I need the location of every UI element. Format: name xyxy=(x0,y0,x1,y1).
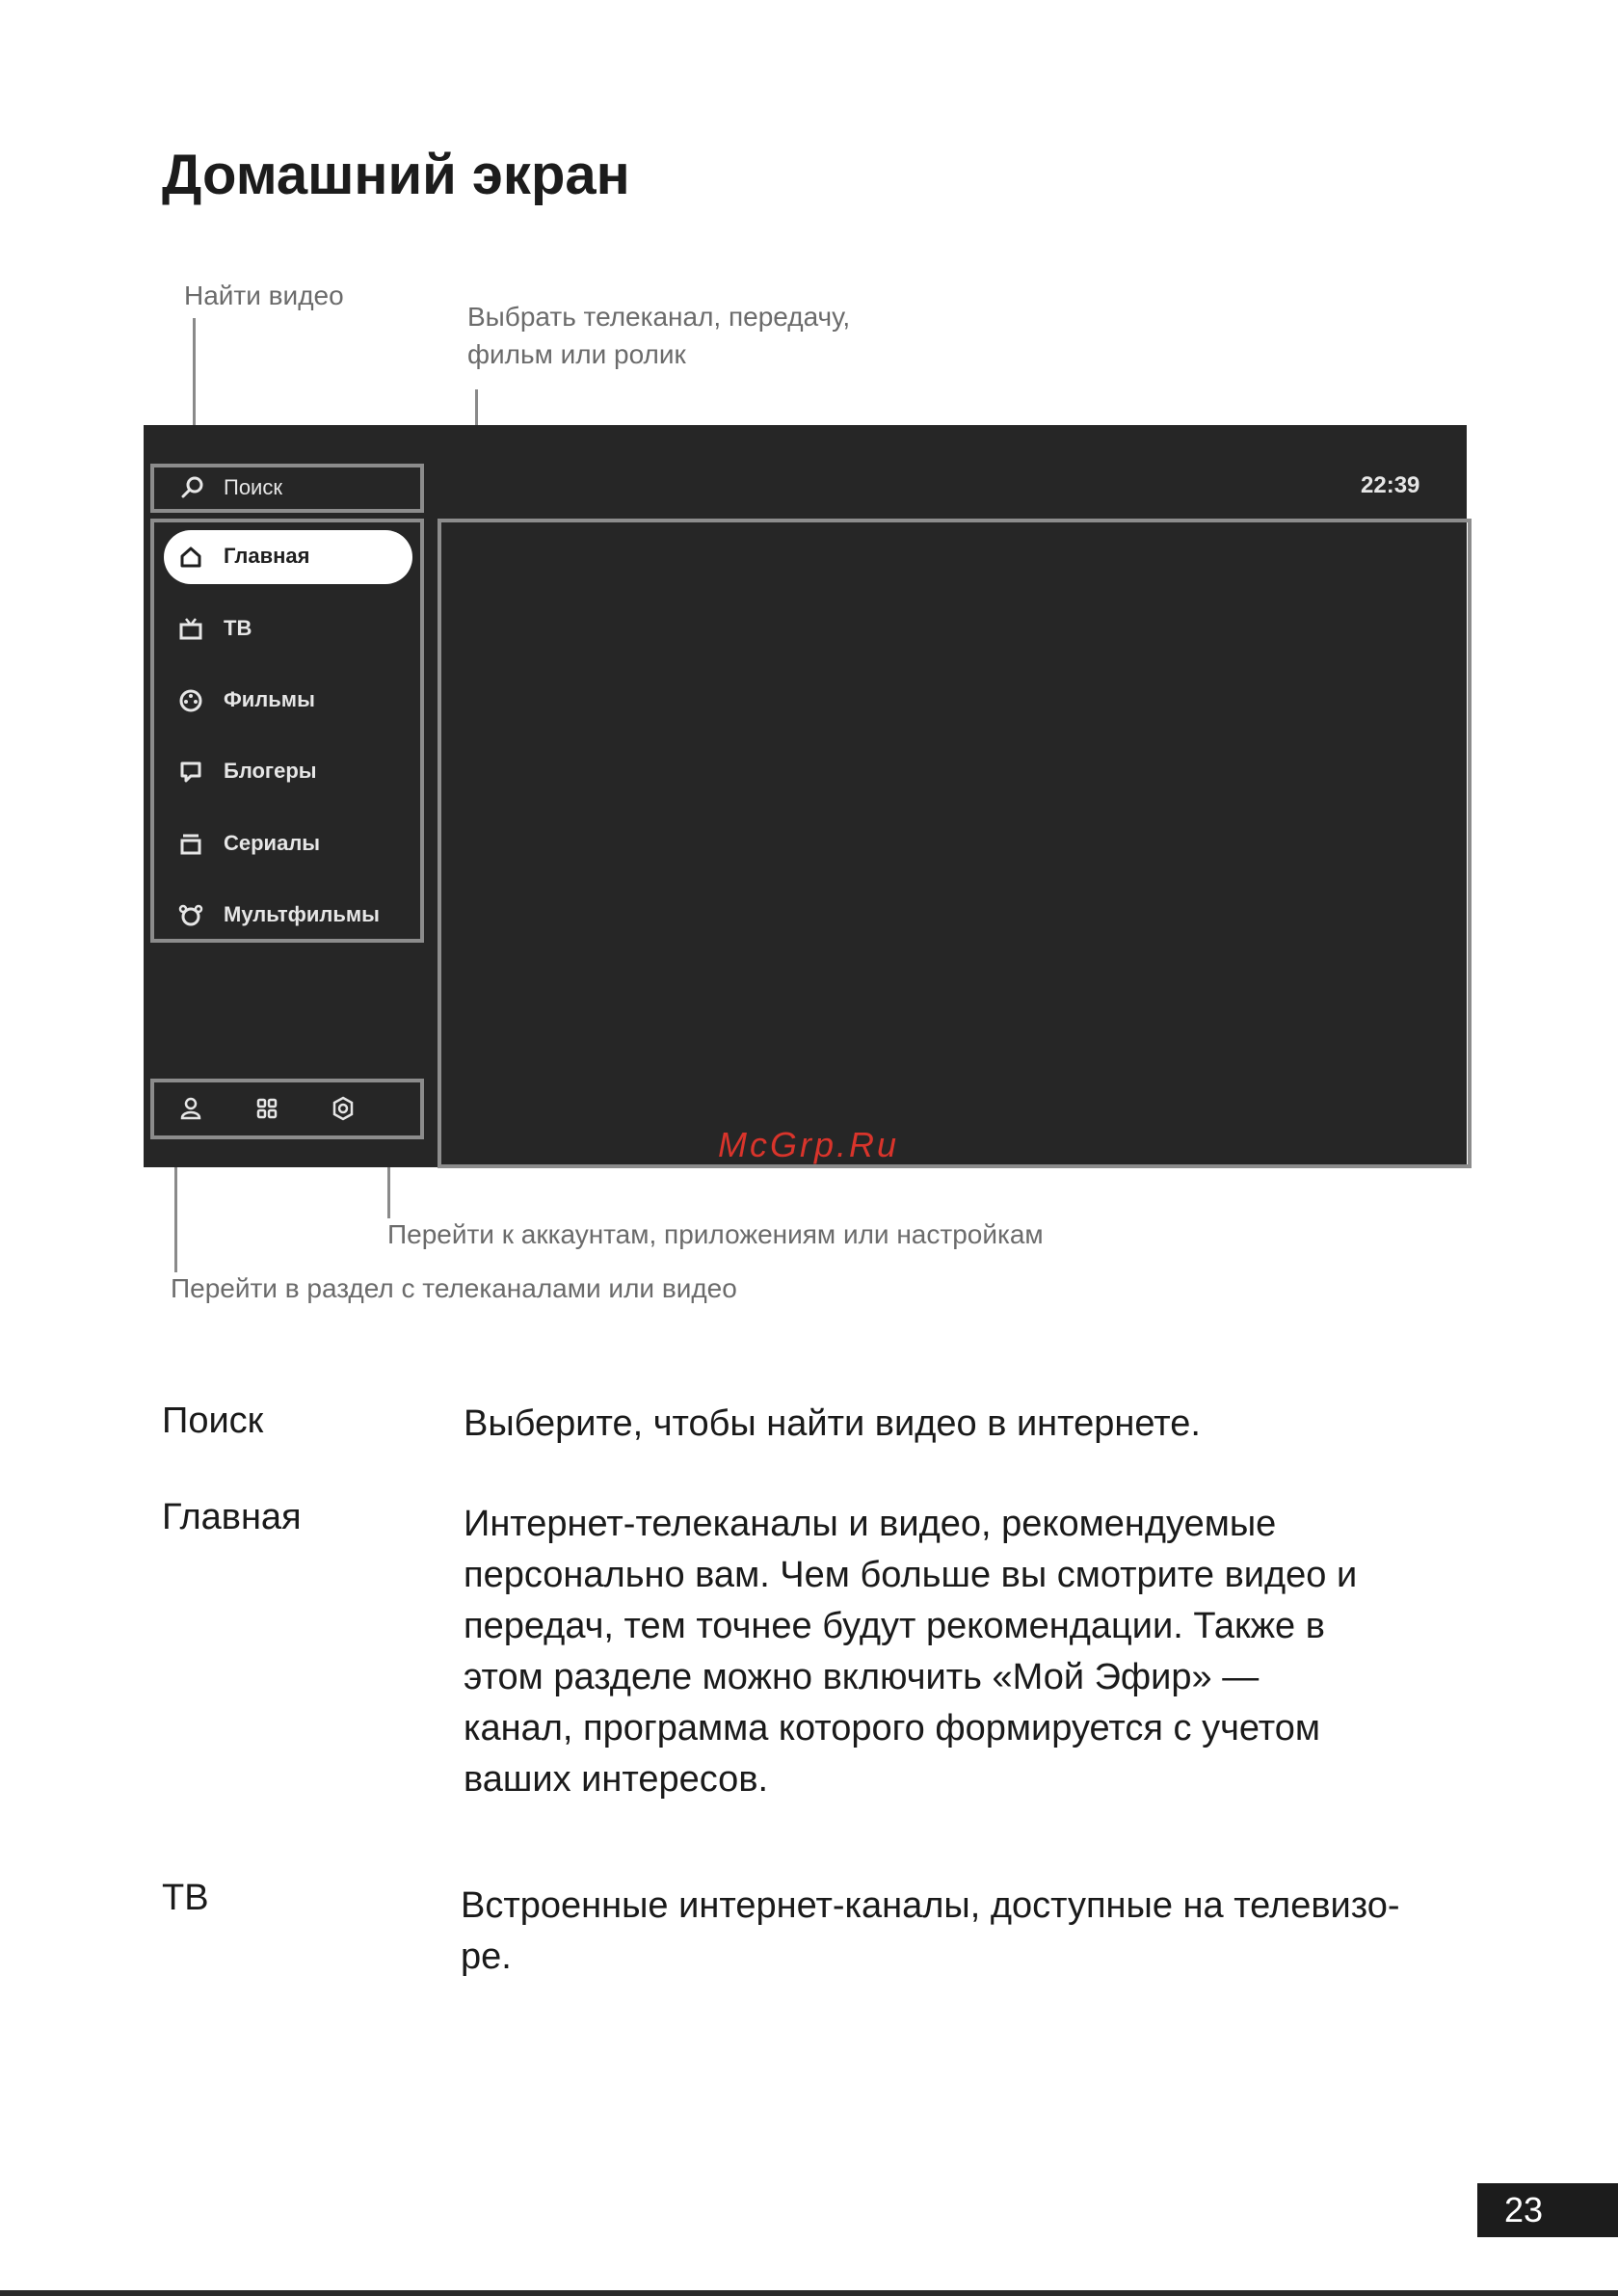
chat-bubble-icon xyxy=(177,759,204,786)
desc-line: Интернет-телеканалы и видео, рекомендуемые xyxy=(464,1504,1277,1544)
desc-search xyxy=(464,1399,1201,1450)
page-number: 23 xyxy=(1503,2190,1544,2229)
callout-accounts-apps-settings: Перейти к аккаунтам, приложениям или настройкам xyxy=(387,1219,1044,1249)
nav-item-bloggers[interactable] xyxy=(164,745,412,799)
term-search: Поиск xyxy=(162,1401,264,1441)
nav-item-label: Фильмы xyxy=(224,687,315,711)
desc-tv xyxy=(461,1881,1400,1983)
gear-icon[interactable] xyxy=(330,1095,357,1122)
callout-find-video: Найти видео xyxy=(184,280,344,310)
watermark: McGrp.Ru xyxy=(718,1125,900,1164)
film-reel-icon xyxy=(177,687,204,714)
apps-grid-icon[interactable] xyxy=(253,1095,280,1122)
search-button-label[interactable]: Поиск xyxy=(224,475,282,499)
desc-line: канал, программа которого формируется с учетом xyxy=(464,1708,1320,1749)
nav-item-label: Главная xyxy=(224,544,310,568)
term-tv: ТВ xyxy=(162,1878,209,1918)
nav-item-label: Мультфильмы xyxy=(224,902,380,926)
callout-select-channel-line2: фильм или ролик xyxy=(467,339,686,369)
user-icon[interactable] xyxy=(177,1095,204,1122)
callout-go-to-section: Перейти в раздел с телеканалами или видео xyxy=(171,1273,737,1303)
desc-line: Выберите, чтобы найти видео в интернете. xyxy=(464,1403,1201,1444)
desc-line: этом разделе можно включить «Мой Эфир» — xyxy=(464,1657,1260,1697)
term-home: Главная xyxy=(162,1497,302,1537)
bottom-rule xyxy=(0,2290,1618,2296)
home-icon xyxy=(177,544,204,571)
nav-item-label: ТВ xyxy=(224,616,252,640)
stack-icon xyxy=(177,831,204,858)
desc-line: персонально вам. Чем больше вы смотрите видео и xyxy=(464,1555,1358,1595)
tv-icon xyxy=(177,616,204,643)
nav-item-series[interactable] xyxy=(164,817,412,871)
callout-select-channel-line1: Выбрать телеканал, передачу, xyxy=(467,302,851,332)
nav-item-tv[interactable] xyxy=(164,602,412,656)
content-area-highlight-frame xyxy=(438,519,1472,1168)
search-icon xyxy=(179,474,206,501)
nav-item-label: Сериалы xyxy=(224,831,321,855)
desc-line: ре. xyxy=(461,1936,512,1977)
page-title: Домашний экран xyxy=(162,144,630,206)
desc-line: передач, тем точнее будут рекомендации. Также в xyxy=(464,1606,1325,1646)
desc-line: Встроенные интернет-каналы, доступные на телевизо- xyxy=(461,1885,1400,1926)
nav-item-home[interactable] xyxy=(164,530,412,584)
nav-item-cartoons[interactable] xyxy=(164,889,412,943)
desc-home xyxy=(464,1499,1357,1805)
desc-line: ваших интересов. xyxy=(464,1759,769,1800)
nav-item-label: Блогеры xyxy=(224,759,317,783)
clock: 22:39 xyxy=(1361,472,1420,498)
cartoon-bear-icon xyxy=(177,902,204,929)
nav-item-films[interactable] xyxy=(164,674,412,728)
